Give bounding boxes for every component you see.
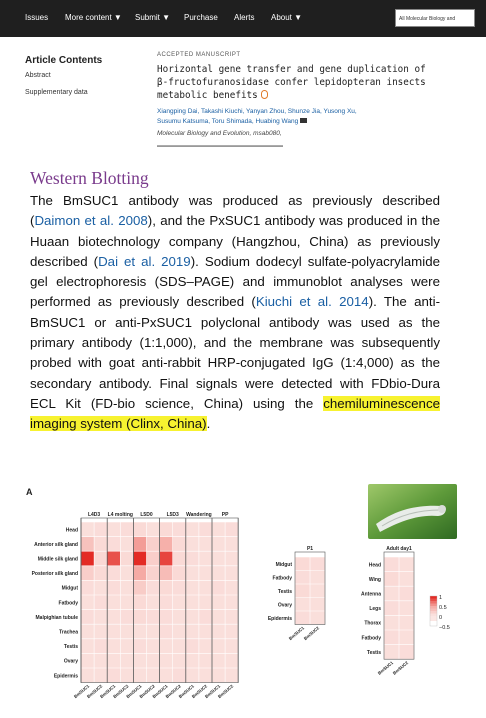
journal-citation: Molecular Biology and Evolution, msab080, <box>157 130 282 137</box>
heatmap-cell <box>81 610 94 625</box>
heatmap-cell <box>133 537 146 552</box>
heatmap-cell <box>310 571 325 585</box>
title-line: β-fructofuranosidase confer lepidopteran insects <box>157 77 426 88</box>
heatmap-cell <box>212 653 225 668</box>
figure-panel-label: A <box>26 487 33 497</box>
heatmap-cell <box>133 610 146 625</box>
column-label: BmSUC2 <box>190 683 209 700</box>
contents-link-supplementary[interactable]: Supplementary data <box>25 89 88 96</box>
column-label: BmSUC1 <box>376 660 395 676</box>
column-label: BmSUC1 <box>203 683 222 700</box>
row-label: Testis <box>277 588 292 595</box>
nav-purchase[interactable]: Purchase <box>184 13 218 22</box>
heatmap-cell <box>107 668 120 683</box>
heatmap-cell <box>94 653 107 668</box>
heatmap-cell <box>147 580 160 595</box>
heatmap-cell <box>147 639 160 654</box>
column-label: BmSUC1 <box>287 625 306 642</box>
heatmap-cell <box>173 522 186 537</box>
title-line: Horizontal gene transfer and gene duplication of <box>157 64 426 75</box>
column-label: BmSUC1 <box>151 683 169 700</box>
manuscript-status: ACCEPTED MANUSCRIPT <box>157 52 241 58</box>
column-label: BmSUC2 <box>302 625 321 642</box>
heatmap-cell <box>310 557 325 571</box>
heatmap-cell <box>107 624 120 639</box>
legend-tick-label: 0.5 <box>439 605 447 611</box>
heatmap-cell <box>81 537 94 552</box>
heatmap-cell <box>133 624 146 639</box>
heatmap-cell <box>120 566 133 581</box>
heatmap-cell <box>399 601 414 616</box>
column-label: BmSUC1 <box>99 683 117 700</box>
heatmap-cell <box>225 551 238 566</box>
heatmap-cell <box>120 522 133 537</box>
row-label: Epidermis <box>267 615 292 622</box>
reference-link[interactable]: Dai et al. 2019 <box>98 253 191 269</box>
heatmap-cell <box>160 595 173 610</box>
heatmap-cell <box>186 639 199 654</box>
heatmap-cell <box>160 610 173 625</box>
row-label: Fatbody <box>58 600 78 607</box>
heatmap-cell <box>160 537 173 552</box>
title-line-text: metabolic benefits <box>157 90 258 101</box>
heatmap-cell <box>199 566 212 581</box>
heatmap-cell <box>173 595 186 610</box>
heatmap-cell <box>212 595 225 610</box>
heatmap-cell <box>94 537 107 552</box>
row-label: Midgut <box>61 585 78 592</box>
group-separator <box>133 518 134 683</box>
reference-link[interactable]: Kiuchi et al. 2014 <box>255 294 369 310</box>
heatmap-cell <box>107 653 120 668</box>
heatmap-cell <box>384 601 399 616</box>
heatmap-cell <box>133 639 146 654</box>
row-label: Anterior silk gland <box>34 541 78 548</box>
heatmap-cell <box>399 630 414 645</box>
heatmap-cell <box>107 639 120 654</box>
heatmap-cell <box>81 522 94 537</box>
column-label: BmSUC2 <box>164 683 182 700</box>
article-contents-title: Article Contents <box>25 55 103 66</box>
heatmap-cell <box>399 615 414 630</box>
legend-tick-label: −0.5 <box>439 625 450 631</box>
legend-tick-label: 0 <box>439 615 443 621</box>
heatmap-cell <box>173 551 186 566</box>
heatmap-cell <box>212 537 225 552</box>
heatmap-cell <box>186 566 199 581</box>
para-text: ). The anti-BmSUC1 or anti-PxSUC1 polyclonal antibody was used as the primary antibody (1:1,000), and the membrane was subsequently probed with goat anti-rabbit HRP-conjugated IgG (1:4,000) as the secondary antibody. Final signals were detected with FDbio-Dura ECL Kit (FD-bio science, China) using the <box>30 294 441 411</box>
heatmap-cell <box>81 566 94 581</box>
heatmap-cell <box>310 611 325 625</box>
heatmap-cell <box>199 551 212 566</box>
highlighted-text: chemiluminescence imaging system (Clinx, China) <box>30 395 440 432</box>
row-label: Fatbody <box>361 635 381 642</box>
heatmap-cell <box>147 668 160 683</box>
column-label: BmSUC2 <box>391 660 410 676</box>
heatmap-cell <box>133 668 146 683</box>
heatmap-cell <box>186 653 199 668</box>
heatmap-cell <box>160 668 173 683</box>
heatmap-cell <box>173 653 186 668</box>
heatmap-cell <box>94 624 107 639</box>
heatmap-cell <box>225 653 238 668</box>
row-label: Head <box>368 562 381 569</box>
heatmap-cell <box>94 668 107 683</box>
heatmap-cell <box>107 551 120 566</box>
heatmap-cell <box>186 624 199 639</box>
heatmap-cell <box>81 580 94 595</box>
group-label: L4 molting <box>107 512 133 518</box>
heatmap-cell <box>173 639 186 654</box>
heatmap-cell <box>212 522 225 537</box>
heatmap-cell <box>160 551 173 566</box>
heatmap-cell <box>133 595 146 610</box>
heatmap-cell <box>399 586 414 601</box>
heatmap-cell <box>295 611 310 625</box>
heatmap-cell <box>399 557 414 572</box>
column-label: BmSUC2 <box>216 683 235 700</box>
row-label: Legs <box>369 606 381 613</box>
heatmap-cell <box>94 639 107 654</box>
heatmap-cell <box>199 595 212 610</box>
heatmap-cell <box>212 610 225 625</box>
heatmap-cell <box>199 639 212 654</box>
heatmap-cell <box>384 630 399 645</box>
heatmap-cell <box>173 580 186 595</box>
heatmap-cell <box>133 580 146 595</box>
heatmap-cell <box>384 586 399 601</box>
nav-submit[interactable]: Submit ▼ <box>135 13 171 22</box>
heatmap-cell <box>199 610 212 625</box>
cut-off-text: ▬▬▬▬▬▬▬▬▬▬▬▬▬▬▬▬▬▬▬▬▬ <box>157 143 283 148</box>
heatmap-cell <box>225 566 238 581</box>
heatmap-cell <box>173 668 186 683</box>
para-text: ), and the PxSUC1 antibody was produced in the Huaan biotechnology company (Hangzhou, China) as previously described ( <box>30 213 440 269</box>
row-label: Epidermis <box>53 673 78 680</box>
heatmap-cell <box>120 610 133 625</box>
search-input[interactable]: All Molecular Biology and <box>395 9 475 27</box>
column-label: BmSUC1 <box>177 683 195 700</box>
heatmap-cell <box>120 580 133 595</box>
group-separator <box>159 518 160 683</box>
nav-alerts[interactable]: Alerts <box>234 13 255 22</box>
heatmap-cell <box>173 566 186 581</box>
nav-issues[interactable]: Issues <box>25 13 49 22</box>
heatmap-cell <box>384 557 399 572</box>
heatmap-cell <box>107 580 120 595</box>
heatmap-cell <box>147 610 160 625</box>
heatmap-cell <box>199 537 212 552</box>
row-label: Ovary <box>63 658 78 665</box>
heatmap-cell <box>94 595 107 610</box>
heatmap-cell <box>186 537 199 552</box>
group-label: P1 <box>306 546 314 552</box>
heatmap-cell <box>81 653 94 668</box>
heatmap-cell <box>186 668 199 683</box>
group-separator <box>107 518 108 683</box>
heatmap-cell <box>212 580 225 595</box>
heatmap-cell <box>147 653 160 668</box>
heatmap-cell <box>147 537 160 552</box>
heatmap-cell <box>120 537 133 552</box>
heatmap-cell <box>173 537 186 552</box>
heatmap-cell <box>225 668 238 683</box>
heatmap-cell <box>225 537 238 552</box>
heatmap-cell <box>186 522 199 537</box>
heatmap-cell <box>120 551 133 566</box>
heatmap-cell <box>399 645 414 660</box>
group-label: L5D3 <box>166 512 179 518</box>
row-label: Wing <box>368 576 381 583</box>
heatmap-cell <box>225 610 238 625</box>
row-label: Posterior silk gland <box>31 571 78 578</box>
heatmap-cell <box>120 639 133 654</box>
heatmap-cell <box>310 598 325 612</box>
heatmap-cell <box>147 595 160 610</box>
row-label: Middle silk gland <box>37 556 78 563</box>
para-text: The BmSUC1 antibody was produced as previously described ( <box>30 193 440 229</box>
heatmap-cell <box>107 610 120 625</box>
heatmap-cell <box>81 551 94 566</box>
heatmap-cell <box>147 566 160 581</box>
nav-about[interactable]: About ▼ <box>271 13 303 22</box>
heatmap-cell <box>212 639 225 654</box>
authors-line[interactable]: Xiangping Dai, Takashi Kiuchi, Yanyan Zhou, Shunze Jia, Yusong Xu, <box>157 108 357 115</box>
heatmap-cell <box>199 668 212 683</box>
heatmap-cell <box>160 566 173 581</box>
reference-link[interactable]: Daimon et al. 2008 <box>34 213 148 229</box>
row-label: Antenna <box>361 591 381 598</box>
heatmap-cell <box>94 566 107 581</box>
heatmap-cell <box>384 615 399 630</box>
heatmap-cell <box>107 522 120 537</box>
heatmap-cell <box>120 595 133 610</box>
group-label: Adult day1 <box>386 546 412 552</box>
heatmap-cell <box>173 624 186 639</box>
heatmap-cell <box>160 522 173 537</box>
row-label: Fatbody <box>272 575 292 582</box>
row-label: Trachea <box>59 629 78 636</box>
heatmap-cell <box>186 551 199 566</box>
column-label: BmSUC1 <box>125 683 143 700</box>
heatmap-cell <box>225 639 238 654</box>
heatmap-cell <box>199 624 212 639</box>
heatmap-cell <box>160 580 173 595</box>
column-label: BmSUC1 <box>72 683 91 700</box>
heatmap-cell <box>94 522 107 537</box>
heatmap-cell <box>147 624 160 639</box>
heatmap-cell <box>147 522 160 537</box>
legend-tick-label: 1 <box>439 595 443 601</box>
para-text: . <box>206 416 211 432</box>
heatmap-cell <box>107 566 120 581</box>
heatmap-cell <box>212 566 225 581</box>
row-label: Ovary <box>277 602 292 609</box>
heatmap-cell <box>225 624 238 639</box>
row-label: Testis <box>63 644 78 651</box>
group-separator <box>185 518 186 683</box>
column-label: BmSUC2 <box>112 683 130 700</box>
contents-link-abstract[interactable]: Abstract <box>25 72 51 79</box>
row-label: Malpighian tubule <box>35 614 78 621</box>
heatmap-cell <box>160 624 173 639</box>
heatmap-cell <box>160 639 173 654</box>
heatmap-cell <box>120 668 133 683</box>
heatmap-cell <box>384 645 399 660</box>
heatmap-cell <box>94 610 107 625</box>
heatmap-cell <box>120 624 133 639</box>
row-label: Testis <box>366 649 381 656</box>
heatmap-cell <box>295 571 310 585</box>
heatmap-cell <box>199 522 212 537</box>
heatmap-cell <box>81 639 94 654</box>
column-label: BmSUC2 <box>85 683 104 700</box>
heatmap-cell <box>199 653 212 668</box>
heatmap-cell <box>225 522 238 537</box>
heatmap-cell <box>186 595 199 610</box>
heatmap-cell <box>107 537 120 552</box>
heatmap-cell <box>225 580 238 595</box>
group-label: L5D0 <box>140 512 153 518</box>
row-label: Thorax <box>364 620 381 627</box>
heatmap-cell <box>81 595 94 610</box>
heatmap-cell <box>94 551 107 566</box>
authors-line-text[interactable]: Susumu Katsuma, Toru Shimada, Huabing Wang <box>157 118 299 125</box>
heatmap-cell <box>199 580 212 595</box>
heatmap-cell <box>212 624 225 639</box>
row-label: Head <box>65 527 78 534</box>
heatmap-cell <box>133 522 146 537</box>
heatmap-cell <box>160 653 173 668</box>
group-separator <box>212 518 213 683</box>
row-label: Midgut <box>275 561 292 568</box>
heatmap-cell <box>81 624 94 639</box>
heatmap-cell <box>133 653 146 668</box>
heatmap-cell <box>212 551 225 566</box>
heatmap-cell <box>384 572 399 587</box>
heatmap-cell <box>120 653 133 668</box>
heatmap-cell <box>133 551 146 566</box>
group-label: L4D3 <box>87 512 101 518</box>
heatmap-cell <box>107 595 120 610</box>
heatmap-cell <box>295 584 310 598</box>
heatmap-cell <box>173 610 186 625</box>
group-label: Wandering <box>186 512 212 518</box>
section-heading: Western Blotting <box>30 168 149 188</box>
group-label: PP <box>221 512 229 518</box>
heatmap-cell <box>81 668 94 683</box>
nav-more-content[interactable]: More content ▼ <box>65 13 122 22</box>
heatmap-cell <box>225 595 238 610</box>
heatmap-cell <box>147 551 160 566</box>
heatmap-cell <box>310 584 325 598</box>
heatmap-cell <box>399 572 414 587</box>
heatmap-cell <box>212 668 225 683</box>
heatmap-cell <box>295 598 310 612</box>
heatmap-cell <box>186 610 199 625</box>
para-text: ). Sodium dodecyl sulfate-polyacrylamide gel electrophoresis (SDS–PAGE) and immunoblot analyses were performed as previously described ( <box>30 253 441 310</box>
heatmap-cell <box>186 580 199 595</box>
heatmap-cell <box>295 557 310 571</box>
heatmap-cell <box>94 580 107 595</box>
heatmap-cell <box>133 566 146 581</box>
column-label: BmSUC2 <box>138 683 156 700</box>
